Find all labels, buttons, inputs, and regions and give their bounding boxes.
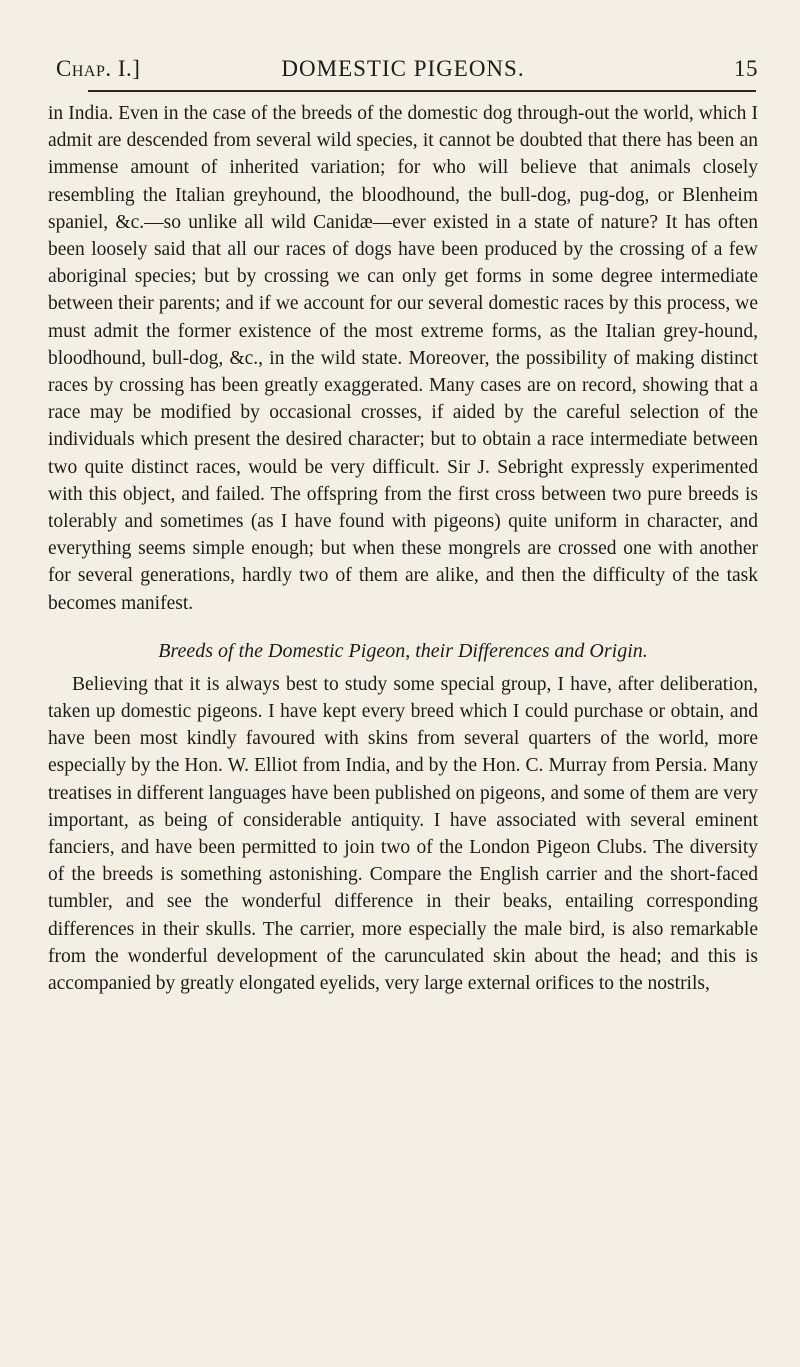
chapter-label: Chap. I.] <box>56 56 141 81</box>
body-paragraph: Believing that it is always best to study some special group, I have, after deliberation, taken up domestic pigeons. I have kept every breed which I could purchase or obtain, and have been most kindly favoured with skins from several quarters of the world, more especially by the Hon. W. Elliot from India, and by the Hon. C. Murray from Persia. Many treatises in different languages have been published on pigeons, and some of them are very important, as being of considerable antiquity. I have associated with several eminent fanciers, and have been permitted to join two of the London Pigeon Clubs. The diversity of the breeds is something astonishing. Compare the English carrier and the short-faced tumbler, and see the wonderful difference in their beaks, entailing corresponding differences in their skulls. The carrier, more especially the male bird, is also remarkable from the wonderful development of the carunculated skin about the head; and this is accompanied by greatly elongated eyelids, very large external orifices to the nostrils, <box>48 673 758 995</box>
running-title: DOMESTIC PIGEONS. <box>281 56 525 81</box>
body-paragraph: in India. Even in the case of the breeds of the domestic dog through-out the world, which I admit are descended from several wild species, it cannot be doubted that there has been an immense amount of inherited variation; for who will believe that animals closely resembling the Italian greyhound, the bloodhound, the bull-dog, pug-dog, or Blenheim spaniel, &c.—so unlike all wild Canidæ—ever existed in a state of nature? It has often been loosely said that all our races of dogs have been produced by the crossing of a few aboriginal species; but by crossing we can only get forms in some degree intermediate between their parents; and if we account for our several domestic races by this process, we must admit the former existence of the most extreme forms, as the Italian grey-hound, bloodhound, bull-dog, &c., in the wild state. Moreover, the possibility of making distinct races by crossing has been greatly exaggerated. Many cases are on record, showing that a race may be modified by occasional crosses, if aided by the careful selection of the individuals which present the desired character; but to obtain a race intermediate between two quite distinct races, would be very difficult. Sir J. Sebright expressly experimented with this object, and failed. The offspring from the first cross between two pure breeds is tolerably and sometimes (as I have found with pigeons) quite uniform in character, and everything seems simple enough; but when these mongrels are crossed one with another for several generations, hardly two of them are alike, and then the difficulty of the task becomes manifest. <box>48 103 758 614</box>
book-page <box>48 50 758 997</box>
header-rule <box>88 90 756 92</box>
running-head <box>48 50 758 90</box>
page-number: 15 <box>734 56 758 81</box>
section-heading: Breeds of the Domestic Pigeon, their Differences and Origin. <box>158 639 648 662</box>
